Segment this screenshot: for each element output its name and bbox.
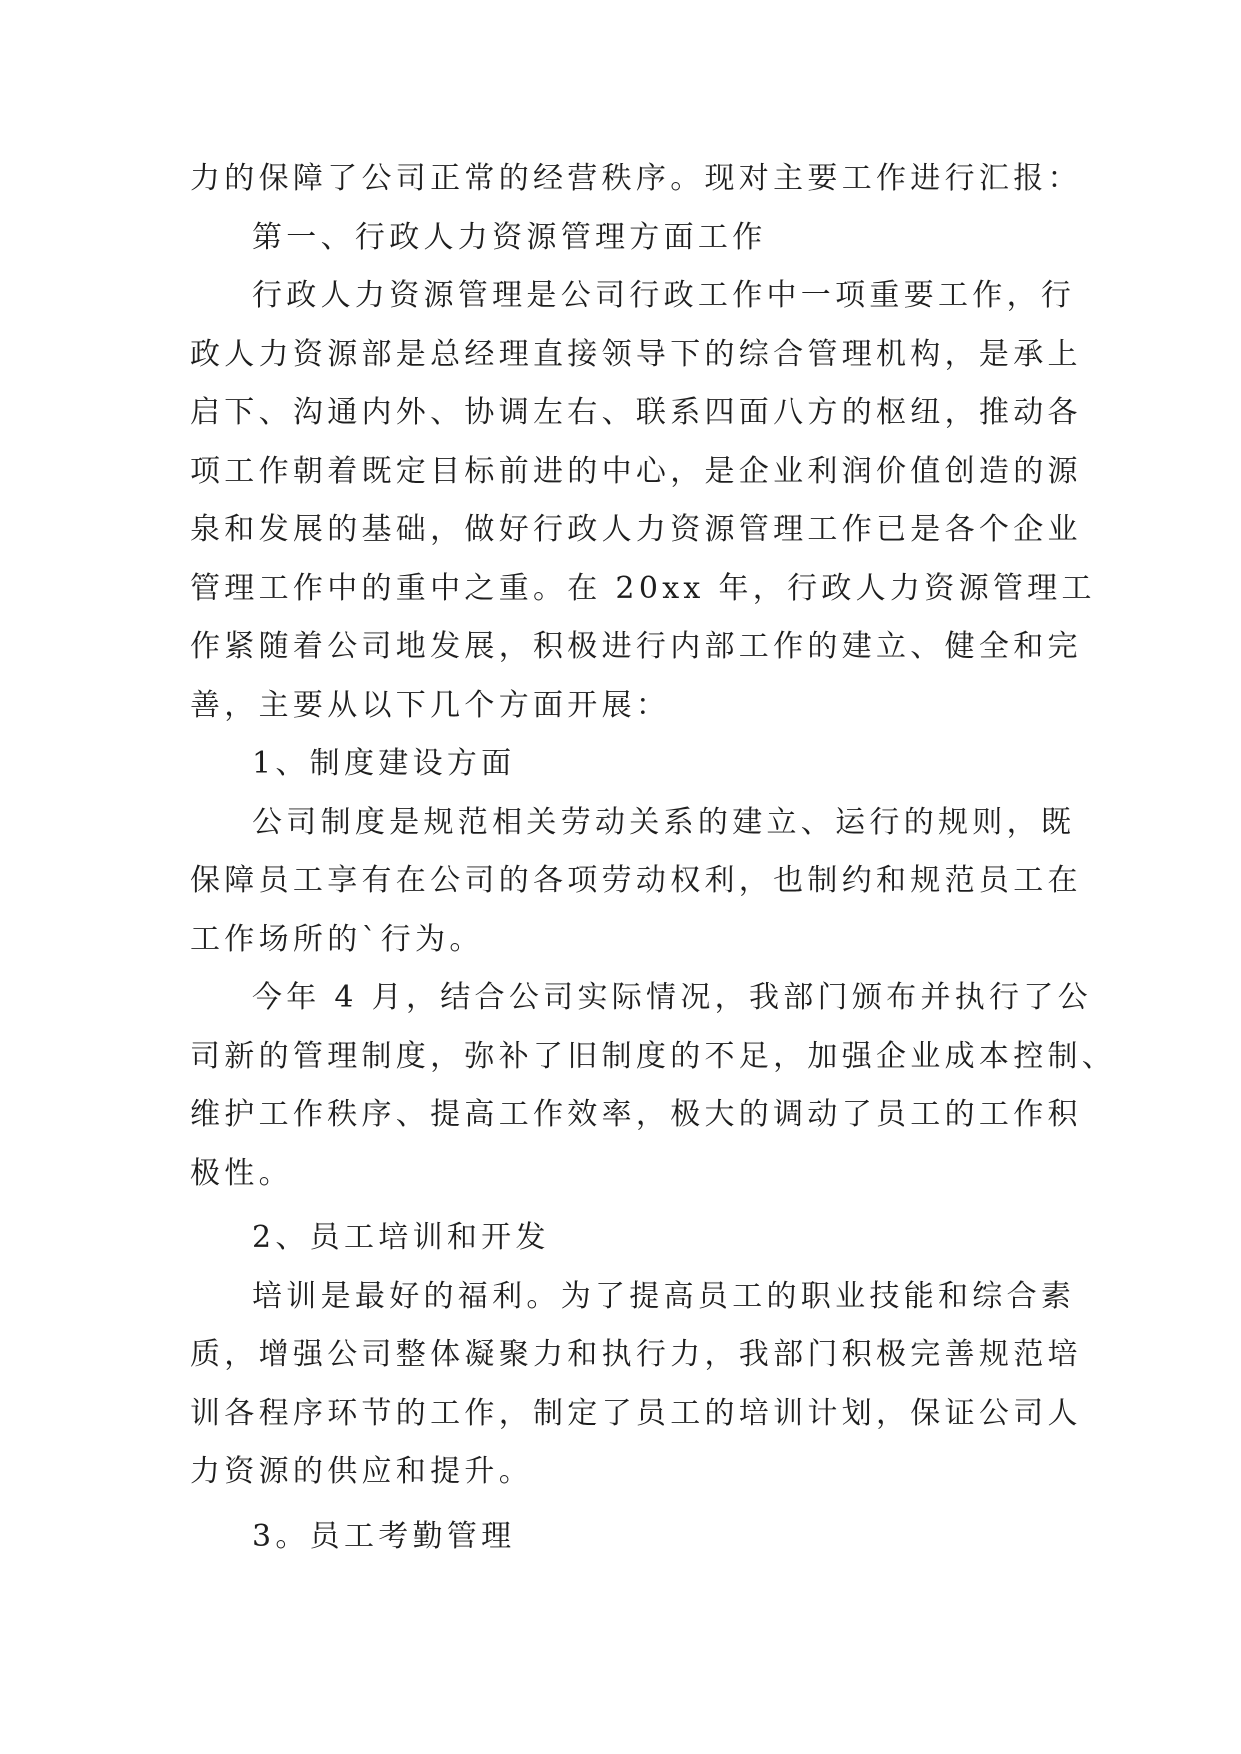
paragraph-line: 公司制度是规范相关劳动关系的建立、运行的规则，既 [252, 804, 1076, 840]
document-body [190, 150, 1117, 1566]
paragraph-line: 司新的管理制度，弥补了旧制度的不足，加强企业成本控制、 [190, 1038, 1117, 1074]
paragraph-line: 作紧随着公司地发展，积极进行内部工作的建立、健全和完 [190, 629, 1082, 664]
paragraph-line: 维护工作秩序、提高工作效率，极大的调动了员工的工作积 [190, 1097, 1082, 1132]
paragraph-line: 力资源的供应和提升。 [190, 1454, 533, 1489]
paragraph-line: 极性。 [190, 1155, 293, 1191]
subsection-heading: 3。员工考勤管理 [252, 1518, 516, 1554]
paragraph-line: 管理工作中的重中之重。在 20xx 年，行政人力资源管理工 [190, 570, 1096, 606]
paragraph-line: 工作场所的`行为。 [190, 921, 484, 957]
paragraph-line: 项工作朝着既定目标前进的中心，是企业利润价值创造的源 [190, 453, 1082, 489]
subsection-heading: 1、制度建设方面 [252, 746, 516, 781]
paragraph-line: 训各程序环节的工作，制定了员工的培训计划，保证公司人 [190, 1395, 1082, 1431]
paragraph-line: 培训是最好的福利。为了提高员工的职业技能和综合素 [252, 1278, 1076, 1314]
subsection-heading: 2、员工培训和开发 [252, 1220, 550, 1255]
paragraph-line: 泉和发展的基础，做好行政人力资源管理工作已是各个企业 [190, 512, 1082, 547]
paragraph-line: 质，增强公司整体凝聚力和执行力，我部门积极完善规范培 [190, 1337, 1082, 1372]
paragraph-line: 力的保障了公司正常的经营秩序。现对主要工作进行汇报： [190, 161, 1082, 196]
paragraph-line: 今年 4 月，结合公司实际情况，我部门颁布并执行了公 [252, 980, 1092, 1015]
paragraph-line: 善，主要从以下几个方面开展： [190, 687, 671, 723]
section-heading: 第一、行政人力资源管理方面工作 [252, 219, 767, 255]
paragraph-line: 行政人力资源管理是公司行政工作中一项重要工作，行 [252, 278, 1076, 313]
paragraph-line: 启下、沟通内外、协调左右、联系四面八方的枢纽，推动各 [190, 395, 1082, 430]
paragraph-line: 政人力资源部是总经理直接领导下的综合管理机构，是承上 [190, 336, 1082, 372]
paragraph-line: 保障员工享有在公司的各项劳动权利，也制约和规范员工在 [190, 863, 1082, 898]
